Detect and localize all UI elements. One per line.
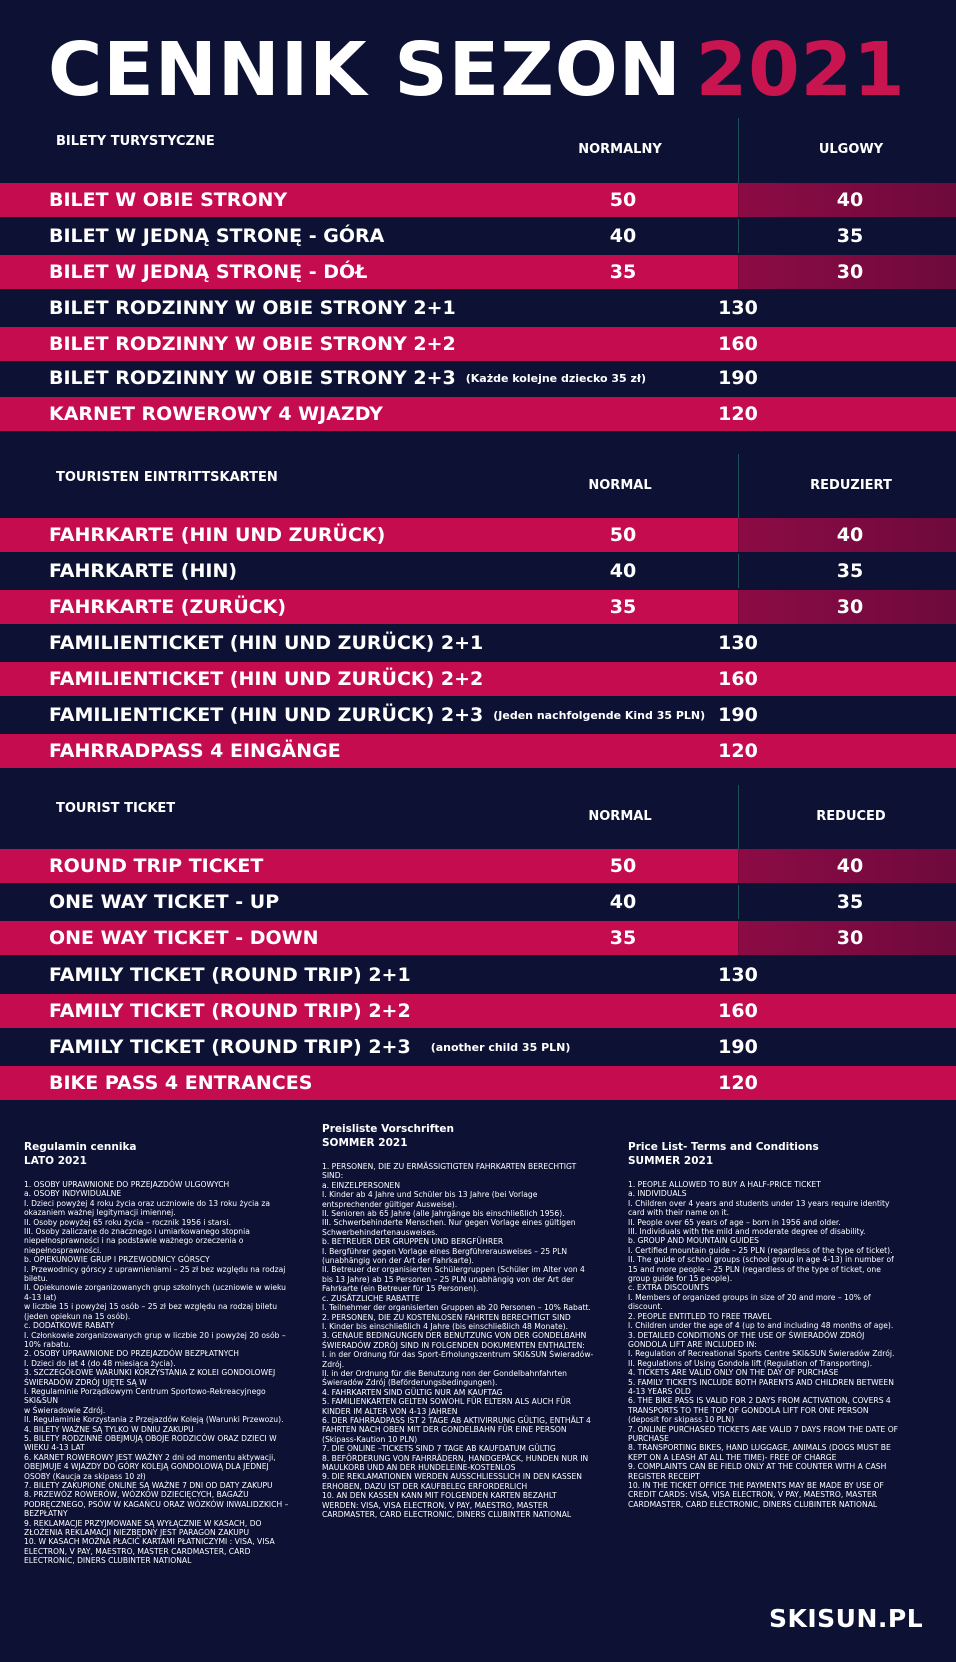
ticket-note: (another child 35 PLN) <box>430 1041 571 1054</box>
normal-price: 40 <box>609 225 637 247</box>
ticket-label: KARNET ROWEROWY 4 WJAZDY <box>49 403 383 425</box>
ticket-label: FAHRKARTE (HIN) <box>49 560 238 582</box>
ticket-label: BILET W JEDNĄ STRONĘ - GÓRA <box>49 225 385 247</box>
ticket-label: BILET RODZINNY W OBIE STRONY 2+2 <box>49 333 456 355</box>
reduced-price: 40 <box>836 524 864 546</box>
title-main: CENNIK SEZON <box>48 27 682 113</box>
price-row <box>0 219 956 253</box>
ticket-label: FAHRKARTE (ZURÜCK) <box>49 596 287 618</box>
terms-pl <box>24 1140 294 1566</box>
price-row <box>0 958 956 992</box>
reduced-price: 40 <box>836 189 864 211</box>
ticket-label <box>49 1030 570 1064</box>
price-row <box>0 183 956 217</box>
single-price: 130 <box>718 964 758 986</box>
single-price: 120 <box>718 403 758 425</box>
ticket-note: (Jeden nachfolgende Kind 35 PLN) <box>493 709 706 722</box>
brand-logo: SKISUN.PL <box>769 1604 924 1633</box>
ticket-label: FAMILY TICKET (ROUND TRIP) 2+1 <box>49 964 411 986</box>
column-divider <box>738 518 739 552</box>
ticket-label: BILET W OBIE STRONY <box>49 189 288 211</box>
reduced-price: 30 <box>836 261 864 283</box>
column-divider <box>738 255 739 289</box>
ticket-label: FAHRRADPASS 4 EINGÄNGE <box>49 740 341 762</box>
terms-body: 1. PEOPLE ALLOWED TO BUY A HALF-PRICE TICKET a. INDIVIDUALS I. Children over 4 years and students under 13 years require identity card with their name on it. II. People over 65 years of age – born in 1956 and older. III. Individuals with the mild and moderate degree of disability. b. GROUP AND MOUNTAIN GUIDES I. Certified mountain guide – 25 PLN (regardless of the type of ticket). II. The guide of school groups (school group in age 4-13) in number of 15 and more people – 25 PLN (regardless of the type of ticket, one group guide for 15 people). c. EXTRA DISCOUNTS I. Members of organized groups in size of 20 and more – 10% of discount. 2. PEOPLE ENTITLED TO FREE TRAVEL I. Children under the age of 4 (up to and including 48 months of age). 3. DETAILED CONDITIONS OF THE USE OF ŚWIERADÓW ZDRÓJ GONDOLA LIFT ARE INCLUDED IN: I. Regulation of Recreational Sports Centre SKI&SUN Świeradów Zdrój. II. Regulations of Using Gondola lift (Regulation of Transporting). 4. TICKETS ARE VALID ONLY ON THE DAY OF PURCHASE 5. FAMILY TICKETS INCLUDE BOTH PARENTS AND CHILDREN BETWEEN 4-13 YEARS OLD 6. THE BIKE PASS IS VALID FOR 2 DAYS FROM ACTIVATION, COVERS 4 TRANSPORTS TO THE TOP OF GONDOLA LIFT FOR ONE PERSON (deposit for skipass 10 PLN) 7. ONLINE PURCHASED TICKETS ARE VALID 7 DAYS FROM THE DATE OF PURCHASE 8. TRANSPORTING BIKES, HAND LUGGAGE, ANIMALS (DOGS MUST BE KEPT ON A LEASH AT ALL THE TIME)- FREE OF CHARGE 9. COMPLAINTS CAN BE FIELD ONLY AT THE COUNTER WITH A CASH REGISTER RECEIPT 10. IN THE TICKET OFFICE THE PAYMENTS MAY BE MADE BY USE OF CREDIT CARDS: VISA, VISA ELECTRON, V PAY, MAESTRO, MASTER CARDMASTER, CARD ELECTRONIC, DINERS CLUBINTER NATIONAL <box>628 1180 899 1509</box>
column-divider <box>738 454 739 524</box>
section-header-de <box>0 454 956 524</box>
single-price: 130 <box>718 297 758 319</box>
ticket-label: FAMILIENTICKET (HIN UND ZURÜCK) 2+1 <box>49 632 484 654</box>
reduced-price: 30 <box>836 596 864 618</box>
normal-price: 50 <box>609 524 637 546</box>
price-row <box>0 590 956 624</box>
column-normal-header: NORMALNY <box>578 142 662 157</box>
price-row <box>0 1066 956 1100</box>
terms-title: Price List- Terms and Conditions <box>628 1141 819 1153</box>
ticket-note: (Każde kolejne dziecko 35 zł) <box>465 372 647 385</box>
ticket-label: FAMILIENTICKET (HIN UND ZURÜCK) 2+2 <box>49 668 484 690</box>
column-divider <box>738 785 739 855</box>
ticket-label: FAHRKARTE (HIN UND ZURÜCK) <box>49 524 386 546</box>
ticket-label: ONE WAY TICKET - UP <box>49 891 280 913</box>
section-title: TOURIST TICKET <box>56 801 176 816</box>
terms-title: Preisliste Vorschriften <box>322 1123 454 1135</box>
column-normal-header: NORMAL <box>588 809 652 824</box>
single-price: 160 <box>718 333 758 355</box>
price-row <box>0 397 956 431</box>
column-divider <box>738 921 739 955</box>
terms-en <box>628 1140 900 1509</box>
section-title: BILETY TURYSTYCZNE <box>56 134 215 149</box>
column-divider <box>738 219 739 253</box>
price-row <box>0 662 956 696</box>
ticket-label: ONE WAY TICKET - DOWN <box>49 927 319 949</box>
price-row <box>0 518 956 552</box>
normal-price: 35 <box>609 261 637 283</box>
reduced-price: 40 <box>836 855 864 877</box>
reduced-price: 35 <box>836 225 864 247</box>
price-row <box>0 554 956 588</box>
column-normal-header: NORMAL <box>588 478 652 493</box>
price-row <box>0 921 956 955</box>
ticket-label: FAMILY TICKET (ROUND TRIP) 2+2 <box>49 1000 411 1022</box>
price-row <box>0 994 956 1028</box>
price-row <box>0 327 956 361</box>
terms-body: 1. PERSONEN, DIE ZU ERMÄSSIGTIGTEN FAHRKARTEN BERECHTIGT SIND: a. EINZELPERSONEN I. Kinder ab 4 Jahre und Schüler bis 13 Jahre (bei Vorlage entsprechender gültiger Ausweise). II. Senioren ab 65 Jahre (alle Jahrgänge bis einschließlich 1956). III. Schwerbehinderte Menschen. Nur gegen Vorlage eines gültigen Schwerbehindertenausweises. b. BETREUER DER GRUPPEN UND BERGFÜHRER I. Bergführer gegen Vorlage eines Bergführerausweises – 25 PLN (unabhängig von der Art der Fahrkarte). II. Betreuer der organisierten Schülergruppen (Schüler im Alter von 4 bis 13 Jahre) ab 15 Personen – 25 PLN unabhängig von der Art der Fahrkarte (ein Betreuer für 15 Personen). c. ZUSÄTZLICHE RABATTE I. Teilnehmer der organisierten Gruppen ab 20 Personen – 10% Rabatt. 2. PERSONEN, DIE ZU KOSTENLOSEN FAHRTEN BERECHTIGT SIND I. Kinder bis einschließlich 4 Jahre (bis einschließlich 48 Monate). 3. GENAUE BEDINGUNGEN DER BENUTZUNG VON DER GONDELBAHN ŚWIERADÓW ZDRÓJ SIND IN FOLGENDEN DOKUMENTEN ENTHALTEN: I. in der Ordnung für das Sport-Erholungszentrum SKI&SUN Świeradów-Zdrój. II. in der Ordnung für die Benutzung non der Gondelbahnfahrten Świeradów Zdrój (Beförderungsbedingungen). 4. FAHRKARTEN SIND GÜLTIG NUR AM KAUFTAG 5. FAMILIENKARTEN GELTEN SOWOHL FÜR ELTERN ALS AUCH FÜR KINDER IM ALTER VON 4-13 JAHREN 6. DER FAHRRADPASS IST 2 TAGE AB AKTIVIRRUNG GÜLTIG, ENTHÄLT 4 FAHRTEN NACH OBEN MIT DER GONDELBAHN FÜR EINE PERSON (Skipass-Kaution 10 PLN) 7. DIE ONLINE –TICKETS SIND 7 TAGE AB KAUFDATUM GÜLTIG 8. BEFÖRDERUNG VON FAHRRÄDERN, HANDGEPÄCK, HUNDEN NUR IN MAULKORB UND AN DER HUNDELEINE-KOSTENLOS 9. DIE REKLAMATIONEN WERDEN AUSSCHLIESSLICH IN DEN KASSEN ERHOBEN, DAZU IST DER KAUFBELEG ERFORDERLICH 10. AN DEN KASSEN KANN MIT FOLGENDEN KARTEN BEZAHLT WERDEN: VISA, VISA ELECTRON, V PAY, MAESTRO, MASTER CARDMASTER, CARD ELECTRONIC, DINERS CLUBINTER NATIONAL <box>322 1162 594 1520</box>
price-row <box>0 626 956 660</box>
single-price: 190 <box>718 1036 758 1058</box>
terms-title: Regulamin cennika <box>24 1141 137 1153</box>
column-divider <box>738 885 739 919</box>
ticket-label <box>49 361 646 395</box>
column-reduced-header: REDUZIERT <box>810 478 892 493</box>
normal-price: 40 <box>609 891 637 913</box>
column-reduced-header: ULGOWY <box>818 142 884 157</box>
ticket-label-text: FAMILIENTICKET (HIN UND ZURÜCK) 2+3 <box>49 704 484 726</box>
terms-subtitle: LATO 2021 <box>24 1155 87 1167</box>
price-row <box>0 698 956 732</box>
terms-body: 1. OSOBY UPRAWNIONE DO PRZEJAZDÓW ULGOWYCH a. OSOBY INDYWIDUALNE I. Dzieci powyżej 4 roku życia oraz uczniowie do 13 roku życia za okazaniem ważnej legitymacji imiennej. II. Osoby powyżej 65 roku życia – rocznik 1956 i starsi. III. Osoby zaliczane do znacznego i umiarkowanego stopnia niepełnosprawności i na podstawie ważnego orzeczenia o niepełnosprawności. b. OPIEKUNOWIE GRUP I PRZEWODNICY GÓRSCY I. Przewodnicy górscy z uprawnieniami – 25 zł bez względu na rodzaj biletu. II. Opiekunowie zorganizowanych grup szkolnych (uczniowie w wieku 4-13 lat) w liczbie 15 i powyżej 15 osób – 25 zł bez względu na rodzaj biletu (jeden opiekun na 15 osób). c. DODATKOWE RABATY I. Członkowie zorganizowanych grup w liczbie 20 i powyżej 20 osób – 10% rabatu. 2. OSOBY UPRAWNIONE DO PRZEJAZDÓW BEZPŁATNYCH I. Dzieci do lat 4 (do 48 miesiąca życia). 3. SZCZEGÓŁOWE WARUNKI KORZYSTANIA Z KOLEI GONDOLOWEJ ŚWIERADÓW ZDRÓJ UJĘTE SĄ W I. Regulaminie Porządkowym Centrum Sportowo-Rekreacyjnego SKI&SUN w Świeradowie Zdrój. II. Regulaminie Korzystania z Przejazdów Koleją (Warunki Przewozu). 4. BILETY WAŻNE SĄ TYLKO W DNIU ZAKUPU 5. BILETY RODZINNE OBEJMUJĄ OBOJE RODZICÓW ORAZ DZIECI W WIEKU 4-13 LAT 6. KARNET ROWEROWY JEST WAŻNY 2 dni od momentu aktywacji, OBEJMUJE 4 WJAZDY DO GÓRY KOLEJĄ GONDOLOWĄ DLA JEDNEJ OSOBY (Kaucja za skipass 10 zł) 7. BILETY ZAKUPIONE ONLINE SĄ WAŻNE 7 DNI OD DATY ZAKUPU 8. PRZEWÓZ ROWERÓW, WÓZKÓW DZIECIĘCYCH, BAGAŻU PODRĘCZNEGO, PSÓW W KAGAŃCU ORAZ WÓZKÓW INWALIDZKICH – BEZPŁATNY 9. REKLAMACJE PRZYJMOWANE SĄ WYŁĄCZNIE W KASACH, DO ZŁOŻENIA REKLAMACJI NIEZBĘDNY JEST PARAGON ZAKUPU 10. W KASACH MOŻNA PŁACIĆ KARTAMI PŁATNICZYMI : VISA, VISA ELECTRON, V PAY, MAESTRO, MASTER CARDMASTER, CARD ELECTRONIC, DINERS CLUBINTER NATIONAL <box>24 1180 289 1566</box>
column-divider <box>738 849 739 883</box>
column-reduced-header: REDUCED <box>816 809 886 824</box>
normal-price: 50 <box>609 189 637 211</box>
ticket-label: BILET RODZINNY W OBIE STRONY 2+1 <box>49 297 456 319</box>
ticket-label: ROUND TRIP TICKET <box>49 855 264 877</box>
reduced-price: 35 <box>836 560 864 582</box>
terms-de <box>322 1122 594 1519</box>
price-row <box>0 291 956 325</box>
single-price: 160 <box>718 1000 758 1022</box>
page-title <box>48 27 906 113</box>
reduced-price: 30 <box>836 927 864 949</box>
price-row <box>0 734 956 768</box>
ticket-label-text: FAMILY TICKET (ROUND TRIP) 2+3 <box>49 1036 411 1058</box>
price-row <box>0 255 956 289</box>
terms-subtitle: SOMMER 2021 <box>322 1137 408 1149</box>
ticket-label-text: BILET RODZINNY W OBIE STRONY 2+3 <box>49 367 456 389</box>
price-row <box>0 1030 956 1064</box>
price-row <box>0 361 956 395</box>
column-divider <box>738 554 739 588</box>
ticket-label: BILET W JEDNĄ STRONĘ - DÓŁ <box>49 261 368 283</box>
normal-price: 50 <box>609 855 637 877</box>
single-price: 120 <box>718 1072 758 1094</box>
column-divider <box>738 183 739 217</box>
single-price: 120 <box>718 740 758 762</box>
single-price: 130 <box>718 632 758 654</box>
section-header-en <box>0 785 956 855</box>
column-divider <box>738 118 739 188</box>
single-price: 190 <box>718 367 758 389</box>
ticket-label <box>49 698 705 732</box>
normal-price: 35 <box>609 596 637 618</box>
title-year: 2021 <box>695 27 906 113</box>
price-row <box>0 885 956 919</box>
ticket-label: BIKE PASS 4 ENTRANCES <box>49 1072 313 1094</box>
single-price: 160 <box>718 668 758 690</box>
section-header-pl <box>0 118 956 188</box>
normal-price: 35 <box>609 927 637 949</box>
price-row <box>0 849 956 883</box>
single-price: 190 <box>718 704 758 726</box>
terms-subtitle: SUMMER 2021 <box>628 1155 714 1167</box>
section-title: TOURISTEN EINTRITTSKARTEN <box>56 470 278 485</box>
reduced-price: 35 <box>836 891 864 913</box>
normal-price: 40 <box>609 560 637 582</box>
column-divider <box>738 590 739 624</box>
